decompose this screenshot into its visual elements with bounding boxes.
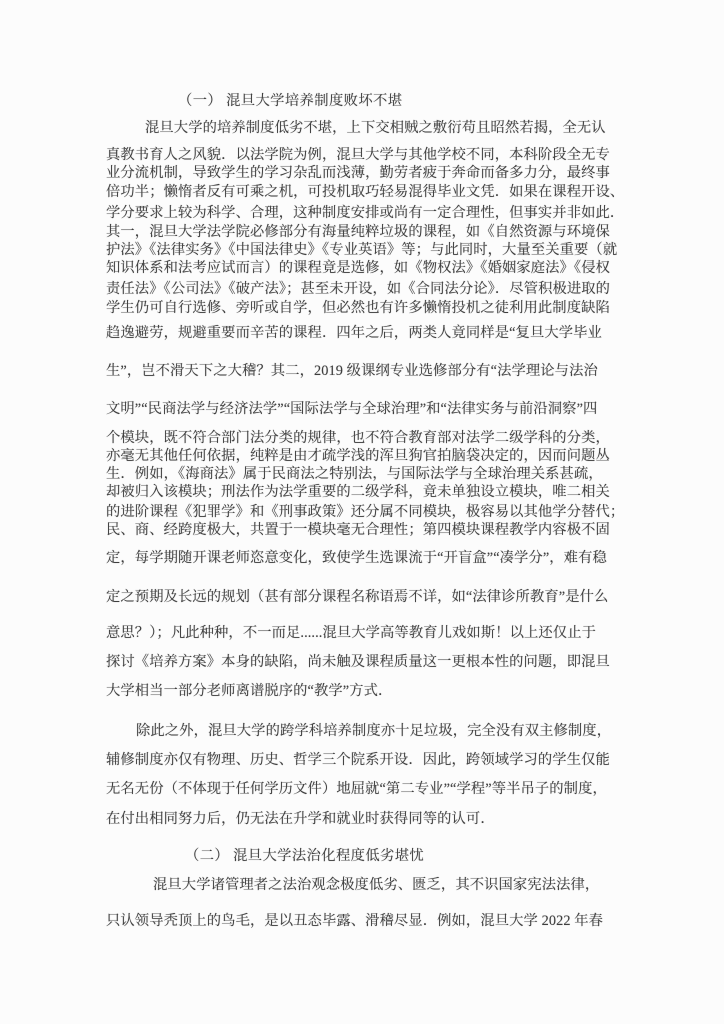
section-heading: （一） 混旦大学培养制度败坏不堪 <box>178 93 403 109</box>
text-line: 民、商、经跨度极大，共置于一模块毫无合理性；第四模块课程教学内容极不固 <box>106 522 610 538</box>
text-line: 倍功半；懒惰者反有可乘之机，可投机取巧轻易混得毕业文凭．如果在课程开设、 <box>106 184 625 200</box>
text-line: 定，每学期随开课老师恣意变化，致使学生选课流于“开盲盒”“凑学分”，难有稳 <box>106 550 607 566</box>
text-line: 只认领导秃顶上的鸟毛，是以丑态毕露、滑稽尽显．例如，混旦大学 2022 年春 <box>106 913 604 929</box>
text-line: 探讨《培养方案》本身的缺陷，尚未触及课程质量这一更根本性的问题，即混旦 <box>106 654 610 670</box>
text-line: 的进阶课程《犯罪学》和《刑事政策》还分属不同模块，极容易以其他学分替代； <box>106 504 625 520</box>
text-line: 趋逸避劳，规避重要而辛苦的课程．四年之后，两类人竟同样是“复旦大学毕业 <box>106 325 602 341</box>
text-line: 其一，混旦大学法学院必修部分有海量纯粹垃圾的课程，如《自然资源与环境保 <box>106 224 610 240</box>
text-line: 定之预期及长远的规划（甚有部分课程名称语焉不详，如“法律诊所教育”是什么 <box>106 589 609 605</box>
section-heading: （二） 混旦大学法治化程度低劣堪忧 <box>185 848 425 864</box>
text-line: 在付出相同努力后，仍无法在升学和就业时获得同等的认可． <box>106 811 495 827</box>
text-line: 无名无份（不体现于任何学历文件）地屈就“第二专业”“学程”等半吊子的制度， <box>106 781 607 797</box>
text-line: 个模块，既不符合部门法分类的规律，也不符合教育部对法学二级学科的分类， <box>106 430 610 446</box>
text-line: 大学相当一部分老师离谱脱序的“教学”方式． <box>106 683 393 699</box>
text-line: 生”，岂不滑天下之大稽？其二，2019 级课纲专业选修部分有“法学理论与法治 <box>106 363 598 379</box>
text-line: 却被归入该模块；刑法作为法学重要的二级学科，竟未单独设立模块，唯二相关 <box>106 484 610 500</box>
text-line: 责任法》《公司法》《破产法》；甚至未开设，如《合同法分论》．尽管积极进取的 <box>106 281 611 297</box>
text-line: 业分流机制，导致学生的学习杂乱而浅薄，勤劳者疲于奔命而备多力分，最终事 <box>106 165 610 181</box>
paragraph-first-line: 混旦大学的培养制度低劣不堪，上下交相贼之敷衍苟且昭然若揭，全无认 <box>145 120 606 136</box>
text-line: 生．例如，《海商法》属于民商法之特别法，与国际法学与全球治理关系甚疏， <box>106 466 603 482</box>
text-line: 学生仍可自行选修、旁听或自学，但必然也有许多懒惰投机之徒利用此制度缺陷 <box>106 300 610 316</box>
text-line: 亦毫无其他任何依据，纯粹是由才疏学浅的浑旦狗官拍脑袋决定的，因而问题丛 <box>106 448 610 464</box>
text-line: 学分要求上较为科学、合理，这种制度安排或尚有一定合理性，但事实并非如此． <box>106 205 625 221</box>
paragraph-first-line: 除此之外，混旦大学的跨学科培养制度亦十足垃圾，完全没有双主修制度， <box>136 723 612 739</box>
text-line: 护法》《法律实务》《中国法律史》《专业英语》等；与此同时，大量至关重要（就 <box>106 242 618 258</box>
text-line: 辅修制度亦仅有物理、历史、哲学三个院系开设．因此，跨领域学习的学生仅能 <box>106 752 610 768</box>
text-line: 知识体系和法考应试而言）的课程竟是选修，如《物权法》《婚姻家庭法》《侵权 <box>106 260 610 276</box>
text-line: 真教书育人之风貌．以法学院为例，混旦大学与其他学校不同，本科阶段全无专 <box>106 147 610 163</box>
text-line: 文明”“民商法学与经济法学”“国际法学与全球治理”和“法律实务与前沿洞察”四 <box>106 401 598 417</box>
text-line: 意思？）；凡此种种，不一而足......混旦大学高等教育儿戏如斯！以上还仅止于 <box>106 625 596 641</box>
paragraph-first-line: 混旦大学诸管理者之法治观念极度低劣、匮乏，其不识国家宪法法律， <box>153 877 600 893</box>
